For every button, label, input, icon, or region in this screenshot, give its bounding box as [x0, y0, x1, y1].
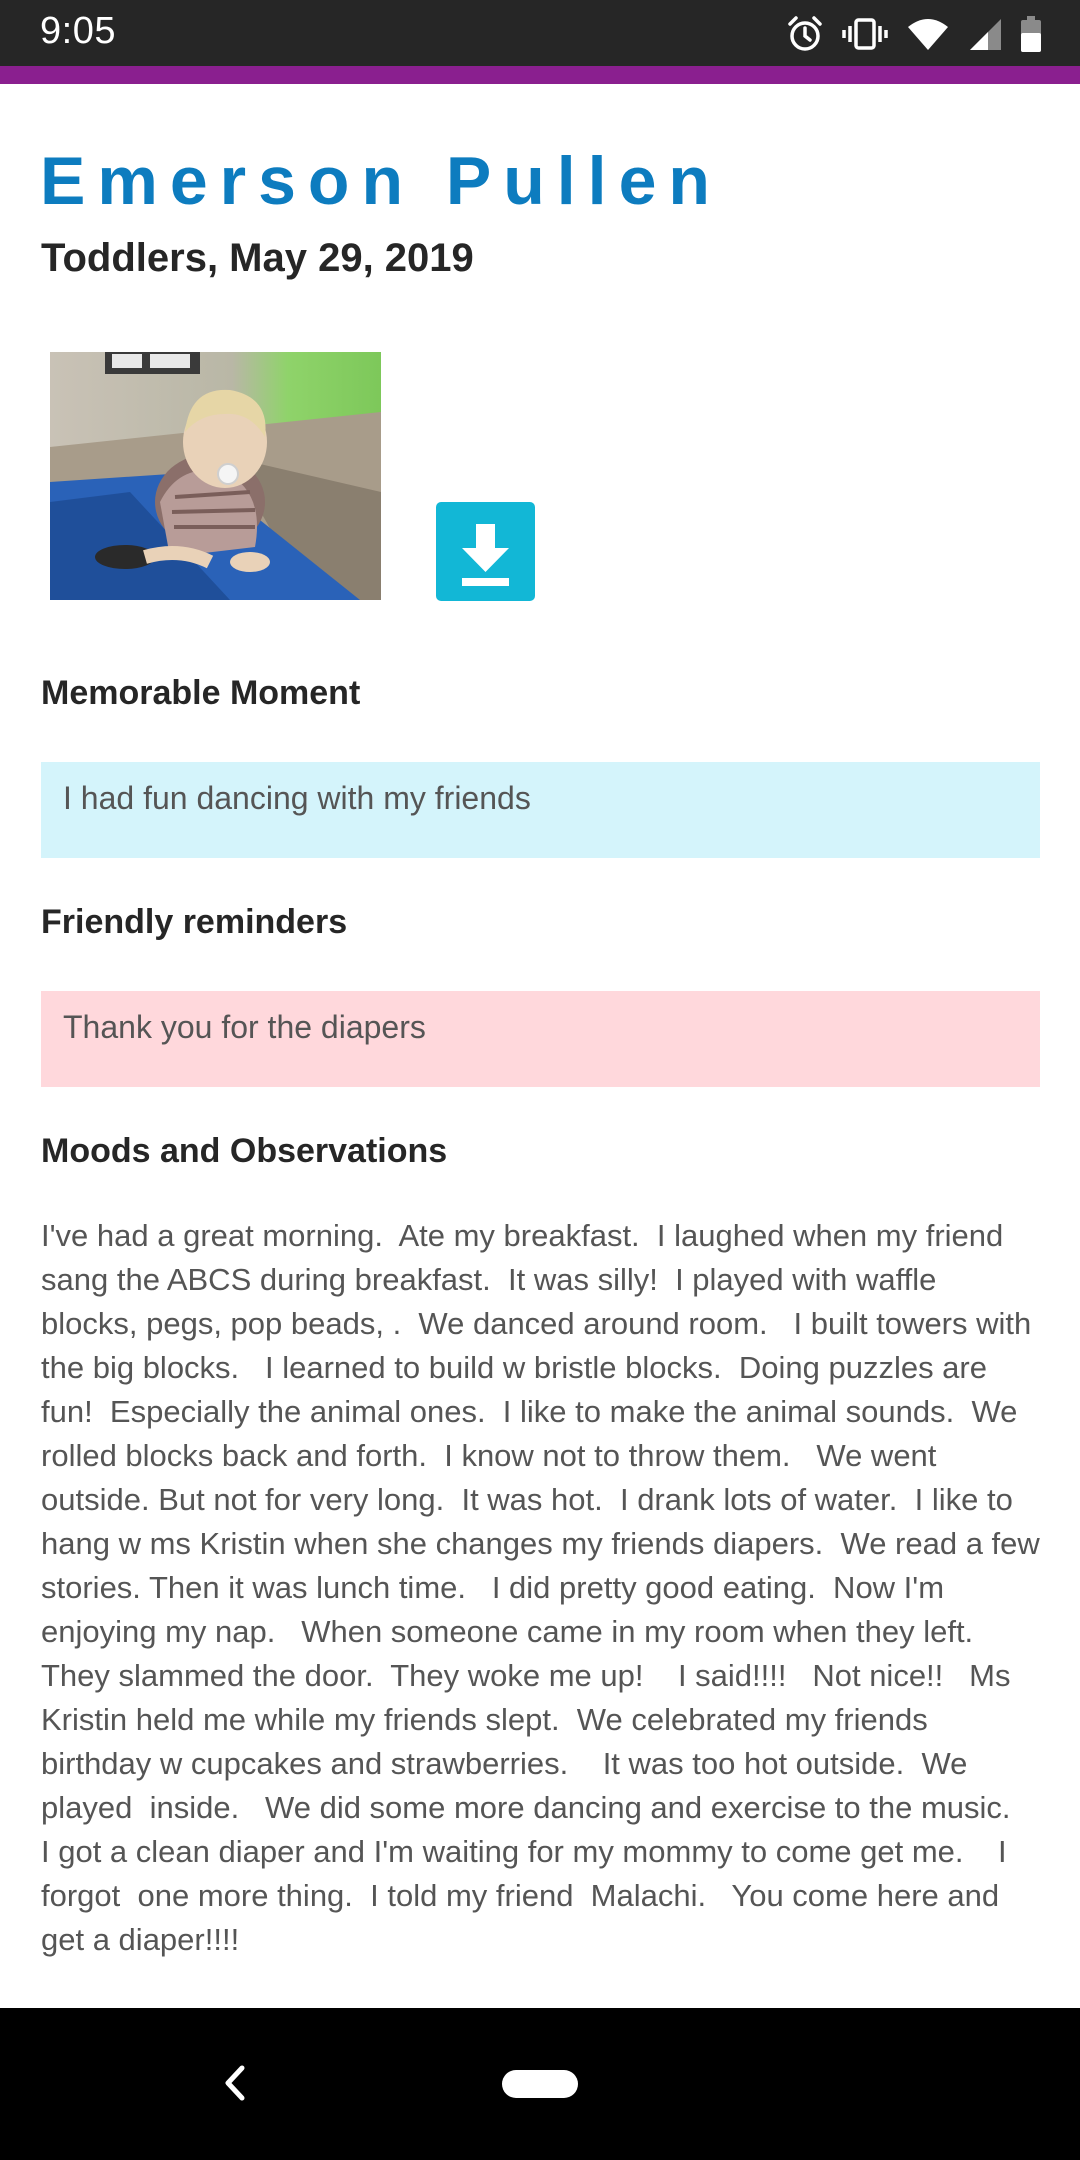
download-icon [436, 502, 535, 601]
vibrate-icon [842, 17, 888, 51]
child-name: Emerson Pullen [40, 143, 722, 219]
navigation-bar [0, 2008, 1080, 2160]
friendly-reminders-heading: Friendly reminders [41, 903, 348, 941]
friendly-reminders-box [41, 991, 1040, 1087]
friendly-reminders-text: Thank you for the diapers [63, 1009, 426, 1045]
memorable-moment-box [41, 762, 1040, 858]
alarm-icon [786, 15, 824, 53]
battery-icon [1020, 15, 1042, 53]
app-header-accent-bar [0, 66, 1080, 84]
moods-observations-text: I've had a great morning. Ate my breakfast. I laughed when my friend sang the ABCS during breakfast. It was silly! I played with waffle blocks, pegs, pop beads, . We danced around room. I built towers with the big blocks. I learned to build w bristle blocks. Doing puzzles are fun! Especially the animal ones. I like to make the animal sounds. We rolled blocks back and forth. I know not to throw them. We went outside. But not for very long. It was hot. I drank lots of water. I like to hang w ms Kristin when she changes my friends diapers. We read a few stories. Then it was lunch time. I did pretty good eating. Now I'm enjoying my nap. When someone came in my room when they left. They slammed the door. They woke me up! I said!!!! Not nice!! Ms Kristin held me while my friends slept. We celebrated my friends birthday w cupcakes and strawberries. It was too hot outside. We played inside. We did some more dancing and exercise to the music. I got a clean diaper and I'm waiting for my mommy to come get me. I forgot one more thing. I told my friend Malachi. You come here and get a diaper!!!! [41, 1218, 1049, 1957]
moods-observations-heading: Moods and Observations [41, 1132, 448, 1170]
cell-signal-icon [968, 17, 1002, 51]
status-time: 9:05 [40, 10, 116, 52]
class-and-date: Toddlers, May 29, 2019 [41, 236, 474, 280]
daily-report [0, 84, 1080, 2008]
memorable-moment-heading: Memorable Moment [41, 674, 361, 712]
status-bar [0, 0, 1080, 66]
home-pill-icon[interactable] [502, 2070, 578, 2098]
download-photo-button[interactable] [436, 502, 535, 601]
child-photo[interactable] [50, 352, 381, 600]
status-icons [786, 12, 1042, 56]
memorable-moment-text: I had fun dancing with my friends [63, 780, 531, 816]
back-chevron-icon[interactable] [210, 2058, 260, 2108]
wifi-icon [906, 17, 950, 51]
